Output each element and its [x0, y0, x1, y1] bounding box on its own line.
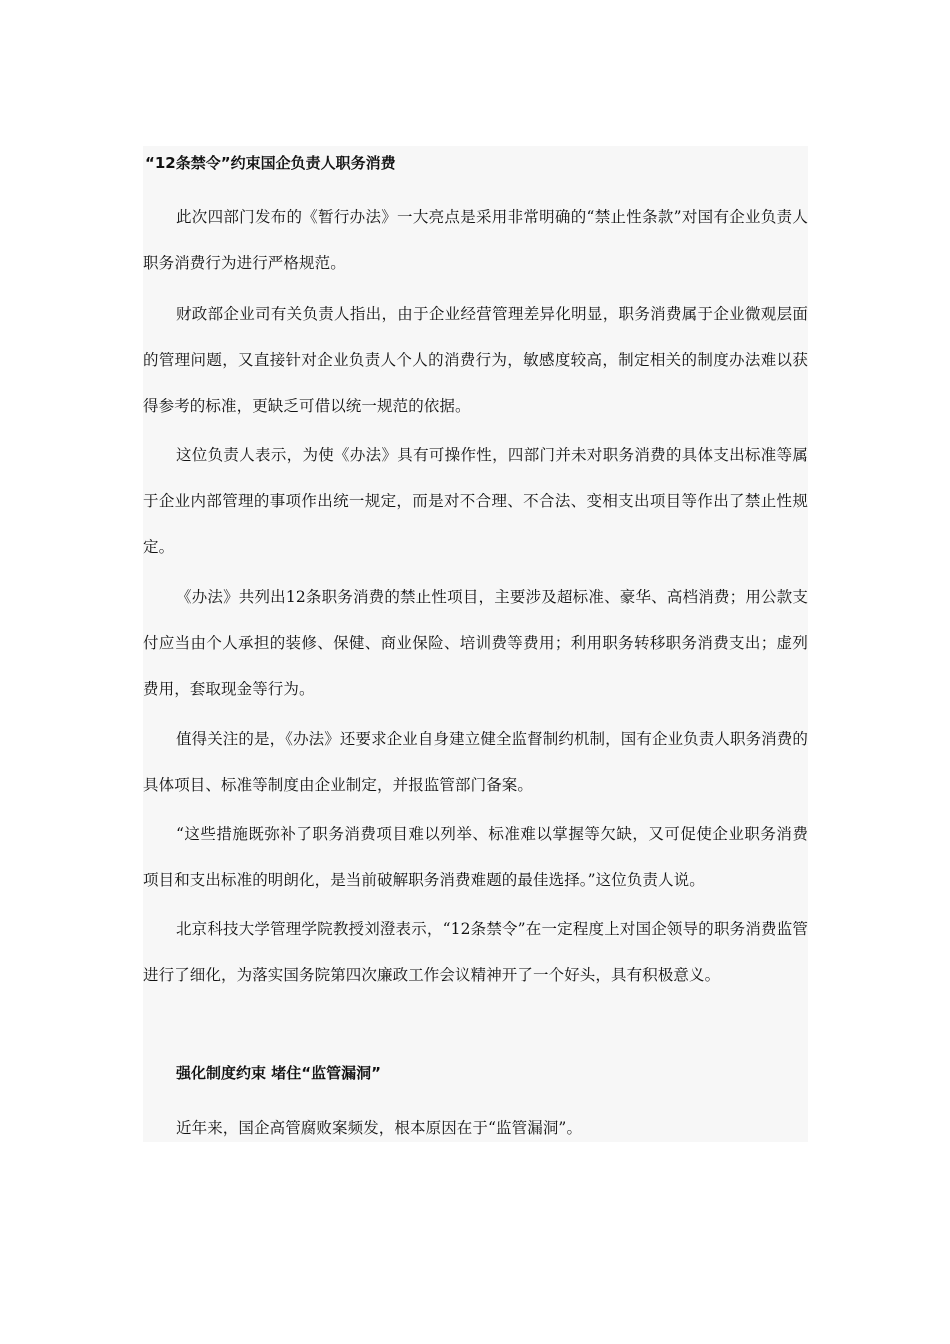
paragraph: 这位负责人表示，为使《办法》具有可操作性，四部门并未对职务消费的具体支出标准等属于企业内部管理的事项作出统一规定，而是对不合理、不合法、变相支出项目等作出了禁止性规定。: [143, 446, 808, 556]
paragraph: 值得关注的是，《办法》还要求企业自身建立健全监督制约机制，国有企业负责人职务消费的具体项目、标准等制度由企业制定，并报监管部门备案。: [143, 730, 808, 794]
section-heading: 强化制度约束 堵住“监管漏洞”: [176, 1064, 381, 1082]
paragraph: “这些措施既弥补了职务消费项目难以列举、标准难以掌握等欠缺，又可促使企业职务消费项目和支出标准的明朗化，是当前破解职务消费难题的最佳选择。”这位负责人说。: [143, 825, 808, 889]
paragraph: 北京科技大学管理学院教授刘澄表示，“12条禁令”在一定程度上对国企领导的职务消费监管进行了细化，为落实国务院第四次廉政工作会议精神开了一个好头，具有积极意义。: [143, 920, 808, 984]
article-title: “12条禁令”约束国企负责人职务消费: [145, 154, 396, 172]
paragraph: 近年来，国企高管腐败案频发，根本原因在于“监管漏洞”。: [176, 1119, 583, 1137]
paragraph: 《办法》共列出12条职务消费的禁止性项目，主要涉及超标准、豪华、高档消费；用公款支付应当由个人承担的装修、保健、商业保险、培训费等费用；利用职务转移职务消费支出；虚列费用，套取现金等行为。: [143, 588, 808, 698]
paragraph: 财政部企业司有关负责人指出，由于企业经营管理差异化明显，职务消费属于企业微观层面的管理问题，又直接针对企业负责人个人的消费行为，敏感度较高，制定相关的制度办法难以获得参考的标准，更缺乏可借以统一规范的依据。: [143, 305, 808, 415]
paragraph: 此次四部门发布的《暂行办法》一大亮点是采用非常明确的“禁止性条款”对国有企业负责人职务消费行为进行严格规范。: [143, 208, 808, 272]
article-body: [143, 146, 808, 1142]
